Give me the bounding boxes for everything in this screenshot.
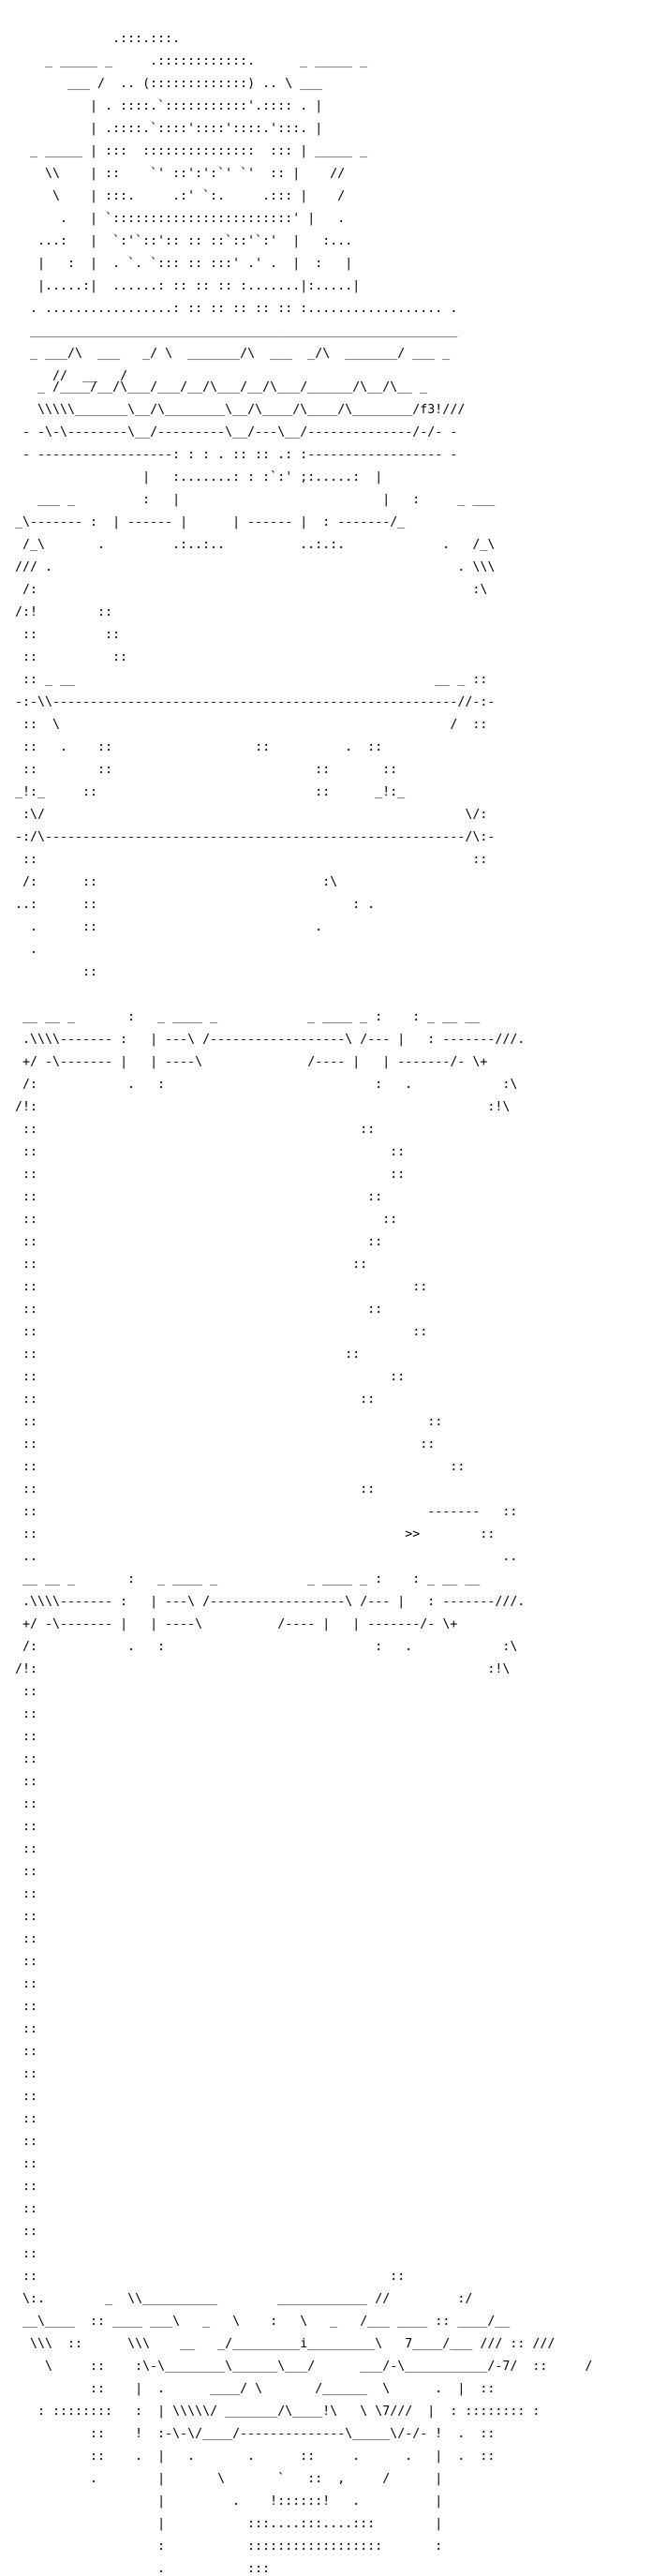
note-line: :: [15,1730,98,1744]
art-line: | . !::::::! . | [15,2494,443,2509]
encoder-info: ..: :: : . [15,898,376,912]
art-line: :\/ \/: [15,808,488,822]
art-line: .\\\\------- : | ---\ /------------------\ /--- | : -------///. [15,1595,526,1609]
note-line: :: [15,2090,98,2104]
art-line: :: \ / :: [15,718,488,732]
art-line: _ ___/\ ___ _/ \ _______/\ ___ _/\ _______/ ___ _ [15,347,451,361]
encoder-info: . :: . [15,920,323,934]
release-info: _!:_ :: :: _!:_ [15,785,406,799]
release-info: /:! :: [15,605,121,619]
art-line: - ------------------: : : . :: :: .: :------------------ - [15,448,458,462]
art-line: /: . : : . :\ [15,1640,518,1654]
track-row: :: :: [15,1325,428,1339]
note-line: :: [15,2045,98,2059]
art-line: . ::: [15,2562,271,2576]
release-info: :: . :: :: . :: [15,740,383,754]
note-line: :: [15,2202,98,2216]
note-line: :: [15,2067,98,2081]
section-header: +/ -\------- | | ----\ /---- | | -------/- \+ [15,1617,458,1631]
encoder-info: :: [75,965,106,979]
art-line: :: :: [15,853,488,867]
note-line: :: [15,1842,98,1856]
art-line: \ | :::. .:' `:. .::: | / [15,189,346,203]
track-row: :: :: [15,1482,376,1496]
art-line: :: :: [15,2270,406,2284]
art-line: | :.......: : :`:' ;:.....: | [15,470,383,484]
note-line: :: [15,1775,98,1789]
art-line: /// . . \\\ [15,560,496,574]
note-line: :: [15,2112,98,2126]
art-line: | .::::.`::::'::::'::::.':::. | [15,122,323,136]
art-line: \\\\\_______\__/\________\__/\____/\____/\________/f3!/// [15,403,466,417]
art-line: -:/\--------------------------------------------------------/\:- [15,830,496,844]
note-line: :: [15,1977,98,1991]
art-line: .:::.:::. [15,32,181,46]
note-line: :: [15,1685,98,1699]
release-info: :: :: [15,650,136,664]
art-line: | : | . `. `::: :: :::' .' . | : | [15,257,353,271]
art-line: /: :\ [15,583,488,597]
art-line: : :::::::::::::::::: : [15,2539,443,2554]
art-line: __ __ _ : _ ____ _ _ ____ _ : : _ __ __ [15,1010,481,1024]
track-row: :: :: [15,1392,376,1407]
release-info: :: :: [15,628,128,642]
track-row: :: :: [15,1348,361,1362]
track-row: :: :: [15,1123,376,1137]
art-line: _ _____ _ .::::::::::::. _ _____ _ [15,54,368,68]
track-row: :: :: [15,1437,436,1452]
art-line: _\------- : | ------ | | ------ | : -------/_ [15,515,406,529]
track-row: :: :: [15,1235,383,1249]
art-line: /: . : : . :\ [15,1078,518,1092]
note-line: :: [15,1910,98,1924]
art-line: \ :: :\-\________\______\___/ ___/-\___________/-7/ :: / [15,2360,593,2374]
note-line: :: [15,1707,98,1721]
art-line: .. .. [15,1550,518,1564]
art-line: |.....:| ......: :: :: :: :.......|:.....| [15,279,361,293]
note-line: :: [15,1955,98,1969]
art-line: ___ / .. (:::::::::::::) .. \ ___ [15,77,323,91]
art-line: . | `::::::::::::::::::::::::' | . [15,212,346,226]
art-line: - -\-\--------\__/---------\__/---\__/--------------/-/- - [15,425,458,439]
art-line: : :::::::: : | \\\\\/ _______/\____!\ \ \7/// | : :::::::: : [15,2405,541,2419]
art-line: | :::....:::....::: | [15,2517,443,2531]
note-line: :: [15,1797,98,1811]
art-line: _ /____/__/\___/___/__/\___/__/\___/______/\__/\__ _ [15,380,428,395]
release-info: :: :: :: :: [15,763,398,777]
note-line: :: [15,2135,98,2149]
note-line: :: [15,2022,98,2036]
art-line: /!: :!\ [15,1662,511,1676]
track-row: :: :: [15,1213,398,1227]
track-row: :: :: [15,1303,383,1317]
art-line: . | \ ` :: , / | [15,2472,443,2486]
art-line: /!: :!\ [15,1100,511,1114]
track-row: :: :: [15,1190,383,1204]
track-row: :: :: [15,1370,406,1384]
nfo-document [15,0,593,2576]
note-line: :: [15,2000,98,2014]
art-line: . .................: :: :: :: :: :: :.................. . [15,302,458,316]
note-line: :: [15,2247,98,2261]
note-line: :: [15,1932,98,1946]
track-row: :: :: [15,1460,466,1474]
art-line: . [15,943,38,957]
art-line: | . ::::.`:::::::::::'.:::: . | [15,99,323,113]
art-line: // __ / _ /____/__/\___/___/__/\___/__/\___/______/\__/\__ _ \\\\\_______\__/\________\__/\____/\____/\________/f3!/// - -\-\--------\__/---------\__/---\__/--------------/-/- - - ------------------: : : . :: :: .: :------------------ - | :.......: : :`:' ;:.....: | ___ _ : | | : _ ___ _\------- : | ------ | | ------ | : -------/_ /_\ . .:..:.. ..:.:. . /_\ /// . . \\\ /: :\ /:! :: :: :: :: :: :: _ __ __ _ :: -:-\\------------------------------------------------------//-:- :: \ / :: :: . :: :: . :: :: :: :: :: _!:_ :: :: _!:_ :\/ \/: -:/\--------------------------------------------------------/\:- :: :: /: :: :\ ..: :: : . . :: . . :: __ __ _ : _ ____ _ _ ____ _ : : _ __ __ .\\\\------- : | ---\ /------------------\ /--- | : -------///. +/ -\------- | | ----\ /---- | | -------/- \+ /: . : : . :\ /!: :!\ :: :: :: :: :: :: :: :: :: :: :: :: :: :: :: :: :: :: :: :: :: :: :: :: :: :: :: :: :: :: :: :: :: :: :: ------- :: :: >> :: .. .. __ __ _ : _ ____ _ _ ____ _ : : _ __ __ .\\\\------- : | ---\ /------------------\ /--- | : -------///. +/ -\------- | | ----\ /---- | | -------/- \+ /: . : : . :\ /!: :!\ :: :: :: :: :: :: :: :: :: :: :: :: :: :: :: :: :: :: :: :: :: :: :: :: :: :: :: :: \:. _ \\__________ ____________ // :/ __\____ :: ____ ___\ _ \ : \ _ /___ ____ :: ____/__ \\\ :: \\\ __ _/_________i_________\ 7____/___ /// :: /// \ :: :\-\________\______\___/ ___/-\___________/-7/ :: / :: | . ____/ \ /______ \ . | :: : :::::::: : | \\\\\/ _______/\____!\ \ \7/// | : :::::::: : :: ! :-\-\/____/--------------\_____\/-/- ! . :: :: . | . . :: . . | . :: . | \ ` :: , / | | . !::::::! . | | :::....:::....::: | : :::::::::::::::::: : . ::: [15,369,593,2576]
total-row: :: >> :: [15,1527,496,1541]
note-line: :: [15,1752,98,1766]
track-row: :: :: [15,1258,368,1272]
art-line [15,990,592,1001]
note-line: :: [15,1820,98,1834]
art-line: _________________________________________________________ [15,324,458,338]
art-line: :: . | . . :: . . | . :: [15,2449,496,2464]
note-line: :: [15,2180,98,2194]
note-line: :: [15,1865,98,1879]
note-line: :: [15,2157,98,2171]
note-line: :: [15,2225,98,2239]
art-line: .\\\\------- : | ---\ /------------------\ /--- | : -------///. [15,1033,526,1047]
section-header: +/ -\------- | | ----\ /---- | | -------/- \+ [15,1055,488,1069]
art-line: /_\ . .:..:.. ..:.:. . /_\ [15,538,496,552]
credit-line [15,11,592,22]
encoder-info: /: :: :\ [15,875,338,889]
art-line: ___ _ : | | : _ ___ [15,493,496,507]
art-line: -:-\\------------------------------------------------------//-:- [15,695,496,709]
art-line: :: ! :-\-\/____/--------------\_____\/-/- ! . :: [15,2427,496,2441]
footer-line: \\\ :: \\\ __ _/_________i_________\ 7____/___ /// :: /// [15,2337,556,2351]
art-line: __ __ _ : _ ____ _ _ ____ _ : : _ __ __ [15,1572,481,1586]
art-line: :: _ __ __ _ :: [15,673,488,687]
art-line: :: | . ____/ \ /______ \ . | :: [15,2382,496,2396]
art-line: :: ------- :: [15,1505,518,1519]
art-line: ...: | `:'`::':: :: ::`::'`:' | :... [15,234,353,248]
track-row: :: :: [15,1168,406,1182]
art-line: \\ | :: `' ::':':`' `' :: | // [15,167,346,181]
art-line: \:. _ \\__________ ____________ // :/ [15,2292,473,2306]
track-row: :: :: [15,1280,428,1294]
art-line: _ _____ | ::: ::::::::::::::: ::: | _____ _ [15,144,368,158]
note-line: :: [15,1887,98,1901]
track-row: :: :: [15,1145,406,1159]
footer-line: __\____ :: ____ ___\ _ \ : \ _ /___ ____ :: ____/__ [15,2315,511,2329]
track-row: :: :: [15,1415,443,1429]
